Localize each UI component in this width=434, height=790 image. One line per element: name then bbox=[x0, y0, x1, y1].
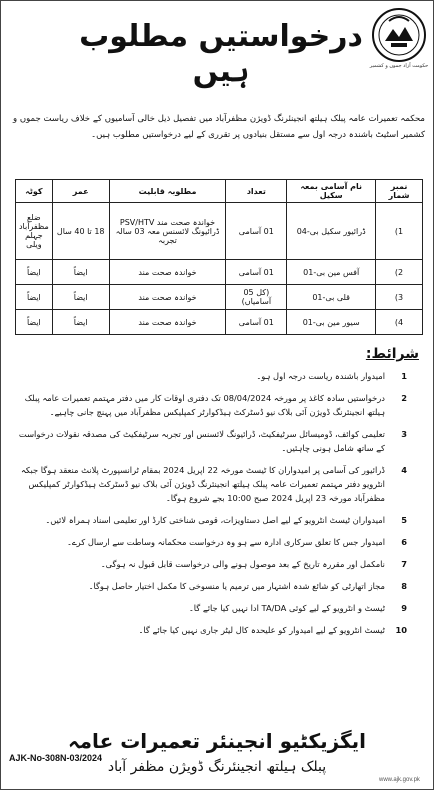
conditions-list bbox=[15, 369, 407, 645]
col-header: نمبر شمار bbox=[376, 180, 423, 203]
list-text: ڈرائیور کی آسامی پر امیدواران کا ٹیسٹ مورخہ 22 اپریل 2024 بمقام ٹرانسپورٹ پلانٹ منعقد ہوگا جبکہ انٹرویو دفتر مہتمم تعمیرات عامہ پبلک ہیلتھ انجینئرنگ ڈویژن آئی بلاک نیو ڈسٹرکٹ ہیڈکوارٹر کمپلیکس مظفرآباد مورخہ 23 اپریل 2024 صبح 10:00 بجے شروع ہوگا۔ bbox=[21, 465, 385, 503]
government-seal-icon bbox=[371, 7, 427, 63]
table-row bbox=[16, 285, 423, 310]
list-number: 8 bbox=[401, 581, 407, 591]
list-text: ٹیسٹ و انٹرویو کے لیے کوئی TA/DA ادا نہیں کیا جائے گا۔ bbox=[188, 603, 385, 613]
table-cell: خواندہ صحت مند bbox=[109, 260, 226, 285]
table-cell: ڈرائیور سکیل بی-04 bbox=[287, 203, 376, 260]
list-item bbox=[15, 369, 407, 383]
table-cell: 4) bbox=[376, 310, 423, 335]
list-item bbox=[15, 579, 407, 593]
list-number: 7 bbox=[401, 559, 407, 569]
list-text: امیدوار باشندہ ریاست درجہ اول ہو۔ bbox=[256, 371, 385, 381]
conditions-heading: شرائط: bbox=[365, 346, 419, 362]
table-row bbox=[16, 260, 423, 285]
list-text: نامکمل اور مقررہ تاریخ کے بعد موصول ہونے والی درخواست قابل قبول نہ ہوگی۔ bbox=[100, 559, 385, 569]
signatory-division: پبلک ہیلتھ انجینئرنگ ڈویژن مظفر آباد bbox=[107, 759, 327, 775]
list-number: 9 bbox=[401, 603, 407, 613]
list-number: 4 bbox=[401, 465, 407, 475]
list-item bbox=[15, 391, 407, 419]
list-number: 1 bbox=[401, 371, 407, 381]
table-cell: 18 تا 40 سال bbox=[52, 203, 109, 260]
list-number: 3 bbox=[401, 429, 407, 439]
list-text: امیدواران ٹیسٹ انٹرویو کے لیے اصل دستاویزات، قومی شناختی کارڈ اور تعلیمی اسناد ہمراہ لائیں۔ bbox=[45, 515, 385, 525]
vacancies-table bbox=[15, 179, 423, 335]
col-header: نام آسامی بمعہ سکیل bbox=[287, 180, 376, 203]
table-cell: 01 آسامی bbox=[226, 310, 287, 335]
list-text: مجاز اتھارٹی کو شائع شدہ اشتہار میں ترمیم یا منسوخی کا مکمل اختیار حاصل ہوگا۔ bbox=[88, 581, 385, 591]
table-cell: 01 آسامی bbox=[226, 203, 287, 260]
page-title: درخواستیں مطلوب ہیں bbox=[79, 19, 363, 89]
list-text: تعلیمی کوائف، ڈومیسائل سرٹیفکیٹ، ڈرائیونگ لائسنس اور تجربہ سرٹیفکیٹ کی مصدقہ نقولات درخواست کے ساتھ شامل ہونی چاہئیں۔ bbox=[18, 429, 385, 453]
reference-number: AJK-No-308N-03/2024 bbox=[9, 753, 103, 763]
table-header-row bbox=[16, 180, 423, 203]
table-cell: خواندہ صحت مند bbox=[109, 310, 226, 335]
col-header: عمر bbox=[52, 180, 109, 203]
table-cell: ایضاً bbox=[16, 285, 53, 310]
signatory-title: ایگزیکٹیو انجینئر تعمیرات عامہ bbox=[67, 729, 367, 753]
table-cell: آفس مین بی-01 bbox=[287, 260, 376, 285]
list-item bbox=[15, 557, 407, 571]
table-cell: خواندہ صحت مند bbox=[109, 285, 226, 310]
table-cell: ایضاً bbox=[52, 260, 109, 285]
list-item bbox=[15, 513, 407, 527]
table-row bbox=[16, 310, 423, 335]
list-number: 2 bbox=[401, 393, 407, 403]
list-number: 10 bbox=[395, 625, 407, 635]
table-cell: (کل 05 آسامیاں) bbox=[226, 285, 287, 310]
list-item bbox=[15, 535, 407, 549]
list-text: درخواستیں سادہ کاغذ پر مورخہ 08/04/2024 تک دفتری اوقات کار میں دفتر مہتمم تعمیرات عامہ پبلک ہیلتھ انجینئرنگ ڈویژن آئی بلاک نیو ڈسٹرکٹ ہیڈکوارٹر کمپلیکس مظفرآباد میں پہنچ جانی چاہیے۔ bbox=[24, 393, 385, 417]
list-text: امیدوار جس کا تعلق سرکاری ادارہ سے ہو وہ درخواست محکمانہ وساطت سے ارسال کرے۔ bbox=[66, 537, 385, 547]
source-url: www.ajk.gov.pk bbox=[379, 777, 420, 783]
list-text: ٹیسٹ انٹرویو کے لیے امیدوار کو علیحدہ کال لیٹر جاری نہیں کیا جائے گا۔ bbox=[138, 625, 385, 635]
table-cell: 2) bbox=[376, 260, 423, 285]
list-number: 6 bbox=[401, 537, 407, 547]
col-header: تعداد bbox=[226, 180, 287, 203]
table-cell: خواندہ صحت مند PSV/HTV ڈرائیونگ لائسنس معہ 03 سالہ تجربہ bbox=[109, 203, 226, 260]
table-cell: ایضاً bbox=[16, 310, 53, 335]
table-cell: ایضاً bbox=[16, 260, 53, 285]
table-cell: 01 آسامی bbox=[226, 260, 287, 285]
col-header: کوٹہ bbox=[16, 180, 53, 203]
table-cell: ایضاً bbox=[52, 285, 109, 310]
col-header: مطلوبہ قابلیت bbox=[109, 180, 226, 203]
table-cell: 3) bbox=[376, 285, 423, 310]
list-item bbox=[15, 463, 407, 505]
list-number: 5 bbox=[401, 515, 407, 525]
table-cell: قلی بی-01 bbox=[287, 285, 376, 310]
table-row bbox=[16, 203, 423, 260]
table-cell: سیور مین بی-01 bbox=[287, 310, 376, 335]
list-item bbox=[15, 601, 407, 615]
header bbox=[1, 1, 434, 89]
list-item bbox=[15, 623, 407, 637]
intro-paragraph: محکمہ تعمیرات عامہ پبلک ہیلتھ انجینئرنگ ڈویژن مظفرآباد میں تفصیل ذیل خالی آسامیوں کے خلاف ریاست جموں و کشمیر اسٹیٹ باشندہ درجہ اول سے مستقل بنیادوں پر تقرری کے لیے درخواستیں مطلوب ہیں۔ bbox=[13, 114, 425, 140]
table-cell: 1) bbox=[376, 203, 423, 260]
table-cell: ضلع مظفرآباد جہلم ویلی bbox=[16, 203, 53, 260]
table-cell: ایضاً bbox=[52, 310, 109, 335]
list-item bbox=[15, 427, 407, 455]
seal-caption: حکومت آزاد جموں و کشمیر bbox=[369, 63, 429, 69]
